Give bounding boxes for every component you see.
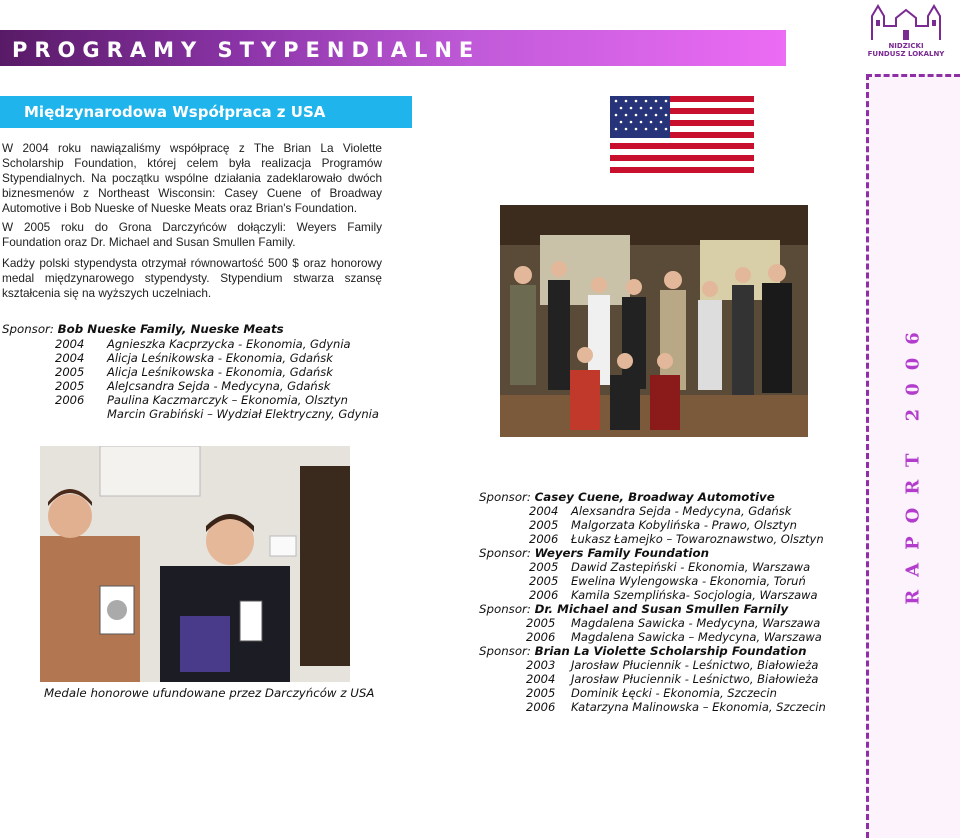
sponsor-heading: Sponsor: Dr. Michael and Susan Smullen Farnily (479, 602, 789, 616)
sponsor-label: Sponsor: (2, 322, 54, 336)
sponsor-name: Bob Nueske Family, Nueske Meats (57, 322, 284, 336)
group-photo (500, 205, 808, 437)
logo (866, 2, 946, 62)
raport-label: RAPORT 2006 (902, 319, 924, 605)
sponsor-heading: Sponsor: Casey Cuene, Broadway Automotive (479, 490, 775, 504)
medal-photo (40, 446, 350, 682)
sponsor-heading (2, 322, 284, 336)
sponsor-heading: Sponsor: Brian La Violette Scholarship Foundation (479, 644, 807, 658)
donors-paragraph: W 2005 roku do Grona Darczyńców dołączyli: Weyers Family Foundation oraz Dr. Michael and Susan Smullen Family. (2, 220, 382, 249)
section-title: Międzynarodowa Współpraca z USA (24, 103, 326, 121)
us-flag-image (610, 96, 754, 173)
sponsor-heading: Sponsor: Weyers Family Foundation (479, 546, 709, 560)
medal-caption: Medale honorowe ufundowane przez Darczyńców z USA (44, 686, 375, 700)
logo-line-1: NIDZICKI (888, 42, 924, 50)
logo-line-2: FUNDUSZ LOKALNY (867, 50, 945, 58)
scholarship-paragraph: Kadży polski stypendysta otrzymał równowartość 500 $ oraz honorowy medal międzynarowego stypendysty. Stypendium stwarza szansę kształcenia się na wyższych uczelniach. (2, 256, 382, 300)
intro-paragraph: W 2004 roku nawiązaliśmy współpracę z The Brian La Violette Scholarship Foundation, której celem była realizacja Programów Stypendialnych. Na początku wspólne działania zadeklarowało dwóch biznesmenów z Northeast Wisconsin: Casey Cuene of Broadway Automotive i Bob Nueske of Nueske Meats oraz Brian's Foundation. (2, 141, 382, 215)
castle-logo-icon (866, 2, 946, 42)
page-title: PROGRAMY STYPENDIALNE (12, 38, 481, 62)
